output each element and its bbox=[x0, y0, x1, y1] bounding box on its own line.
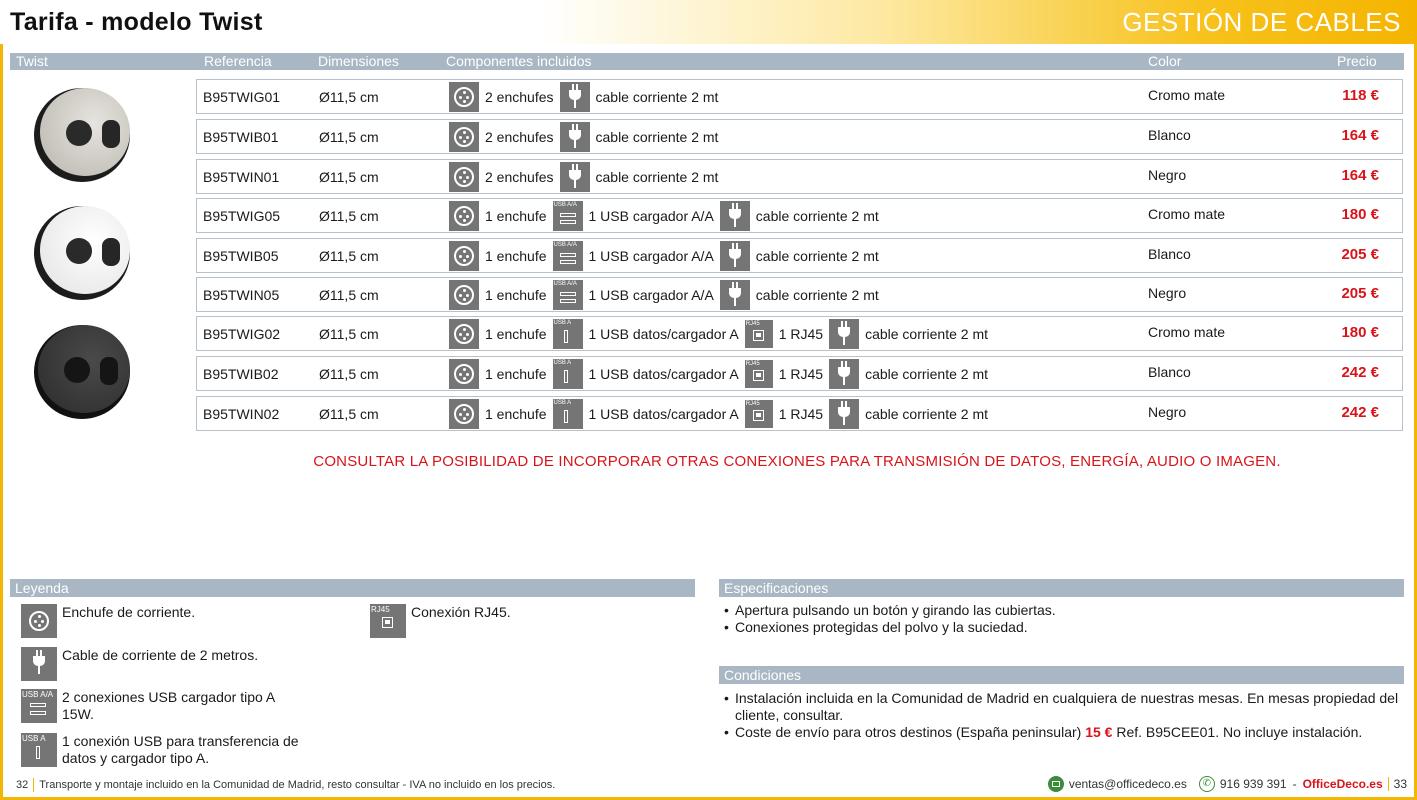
icon-label: USB A bbox=[553, 360, 572, 366]
title-bar bbox=[0, 0, 1417, 44]
col-dimensions: Dimensiones bbox=[318, 53, 399, 69]
component-3: cable corriente 2 mt bbox=[755, 287, 879, 303]
email-icon bbox=[1048, 776, 1064, 792]
specs-header: Especificaciones bbox=[719, 579, 1404, 597]
usb-a-icon bbox=[553, 359, 583, 389]
dimensions: Ø11,5 cm bbox=[319, 406, 379, 422]
color: Cromo mate bbox=[1148, 324, 1226, 340]
component-2: cable corriente 2 mt bbox=[595, 89, 719, 105]
table-row bbox=[196, 238, 1403, 273]
reference: B95TWIB02 bbox=[203, 366, 279, 382]
color: Negro bbox=[1148, 404, 1187, 420]
power-plug-icon bbox=[829, 359, 859, 389]
page-title: Tarifa - modelo Twist bbox=[10, 8, 263, 36]
product-image-chrome bbox=[34, 88, 130, 182]
outlet-icon bbox=[449, 399, 479, 429]
phone-icon: ✆ bbox=[1199, 776, 1215, 792]
component-2: 1 USB datos/cargador A bbox=[588, 406, 739, 422]
dimensions: Ø11,5 cm bbox=[319, 366, 379, 382]
component-4: cable corriente 2 mt bbox=[865, 406, 989, 422]
legend-text: 2 conexiones USB cargador tipo A 15W. bbox=[62, 689, 275, 722]
component-1: 2 enchufes bbox=[485, 89, 554, 105]
outlet-icon bbox=[449, 280, 479, 310]
power-plug-icon bbox=[829, 319, 859, 349]
footer-right bbox=[1048, 776, 1407, 792]
table-row bbox=[196, 119, 1403, 154]
power-plug-icon bbox=[720, 280, 750, 310]
component-2: 1 USB cargador A/A bbox=[588, 248, 714, 264]
legend-text: 1 conexión USB para transferencia de datos y cargador tipo A. bbox=[62, 733, 299, 766]
component-2: 1 USB datos/cargador A bbox=[588, 326, 739, 342]
email-link[interactable]: ventas@officedeco.es bbox=[1068, 777, 1187, 791]
table-row bbox=[196, 356, 1403, 391]
section-title: GESTIÓN DE CABLES bbox=[1122, 7, 1401, 37]
usb-aa-icon bbox=[553, 280, 583, 310]
table-row bbox=[196, 396, 1403, 431]
condition-item bbox=[723, 724, 1403, 741]
color: Blanco bbox=[1148, 364, 1191, 380]
dimensions: Ø11,5 cm bbox=[319, 169, 379, 185]
conditions-list bbox=[723, 690, 1403, 741]
price: 164 € bbox=[1341, 127, 1379, 144]
power-plug-icon bbox=[560, 162, 590, 192]
price: 242 € bbox=[1341, 364, 1379, 381]
col-price: Precio bbox=[1337, 53, 1377, 69]
outlet-icon bbox=[449, 162, 479, 192]
product-image-black bbox=[34, 325, 130, 419]
usb-aa-icon bbox=[553, 241, 583, 271]
legend-item-usb-aa bbox=[21, 689, 321, 723]
color: Cromo mate bbox=[1148, 87, 1226, 103]
conditions-header: Condiciones bbox=[719, 666, 1404, 684]
col-model: Twist bbox=[16, 53, 48, 69]
power-plug-icon bbox=[720, 241, 750, 271]
table-header bbox=[10, 53, 1404, 70]
component-1: 1 enchufe bbox=[485, 208, 547, 224]
color: Negro bbox=[1148, 285, 1187, 301]
component-3: cable corriente 2 mt bbox=[755, 248, 879, 264]
legend-header: Leyenda bbox=[10, 579, 695, 597]
component-1: 2 enchufes bbox=[485, 129, 554, 145]
outlet-icon bbox=[21, 604, 57, 638]
page-number-left: 32 bbox=[16, 778, 29, 791]
reference: B95TWIN05 bbox=[203, 287, 280, 303]
icon-label: RJ45 bbox=[745, 321, 760, 327]
spec-item: • Apertura pulsando un botón y girando las cubiertas. bbox=[723, 602, 1403, 619]
legend-item-rj45 bbox=[370, 604, 511, 638]
outlet-icon bbox=[449, 319, 479, 349]
table-row bbox=[196, 198, 1403, 233]
legend-text: Cable de corriente de 2 metros. bbox=[62, 647, 259, 663]
icon-label: RJ45 bbox=[745, 361, 760, 367]
component-2: cable corriente 2 mt bbox=[595, 169, 719, 185]
outlet-icon bbox=[449, 122, 479, 152]
brand-link[interactable]: OfficeDeco.es bbox=[1302, 777, 1383, 791]
component-3: cable corriente 2 mt bbox=[755, 208, 879, 224]
component-4: cable corriente 2 mt bbox=[865, 326, 989, 342]
page-number-right: 33 bbox=[1393, 777, 1407, 791]
price: 205 € bbox=[1341, 246, 1379, 263]
legend-item-outlet bbox=[21, 604, 195, 638]
legend-item-usb-a bbox=[21, 733, 321, 767]
dimensions: Ø11,5 cm bbox=[319, 208, 379, 224]
component-2: cable corriente 2 mt bbox=[595, 129, 719, 145]
usb-a-icon bbox=[553, 319, 583, 349]
usb-a-icon bbox=[21, 733, 57, 767]
power-plug-icon bbox=[21, 647, 57, 681]
rj45-icon bbox=[745, 400, 773, 428]
component-1: 1 enchufe bbox=[485, 366, 547, 382]
component-2: 1 USB datos/cargador A bbox=[588, 366, 739, 382]
component-1: 2 enchufes bbox=[485, 169, 554, 185]
component-3: 1 RJ45 bbox=[778, 326, 824, 342]
color: Cromo mate bbox=[1148, 206, 1226, 222]
reference: B95TWIG02 bbox=[203, 326, 281, 342]
col-components: Componentes incluidos bbox=[446, 53, 592, 69]
color: Blanco bbox=[1148, 246, 1191, 262]
component-1: 1 enchufe bbox=[485, 287, 547, 303]
color: Negro bbox=[1148, 167, 1187, 183]
dimensions: Ø11,5 cm bbox=[319, 129, 379, 145]
reference: B95TWIG05 bbox=[203, 208, 281, 224]
condition-text: Ref. B95CEE01. No incluye instalación. bbox=[1116, 724, 1363, 740]
usb-aa-icon bbox=[21, 689, 57, 723]
icon-label: USB A/A bbox=[22, 690, 54, 699]
reference: B95TWIN01 bbox=[203, 169, 280, 185]
dimensions: Ø11,5 cm bbox=[319, 287, 379, 303]
icon-label: USB A bbox=[553, 400, 572, 406]
usb-aa-icon bbox=[553, 201, 583, 231]
price: 180 € bbox=[1341, 324, 1379, 341]
icon-label: USB A/A bbox=[553, 281, 577, 287]
rj45-icon bbox=[745, 360, 773, 388]
component-4: cable corriente 2 mt bbox=[865, 366, 989, 382]
table-row bbox=[196, 277, 1403, 312]
consult-note: CONSULTAR LA POSIBILIDAD DE INCORPORAR OTRAS CONEXIONES PARA TRANSMISIÓN DE DATOS, ENERGÍA, AUDIO O IMAGEN. bbox=[313, 453, 1281, 470]
component-1: 1 enchufe bbox=[485, 248, 547, 264]
icon-label: USB A/A bbox=[553, 202, 577, 208]
power-plug-icon bbox=[560, 122, 590, 152]
legend-text: Enchufe de corriente. bbox=[62, 604, 196, 620]
table-row bbox=[196, 79, 1403, 114]
footer-note: Transporte y montaje incluido en la Comunidad de Madrid, resto consultar - IVA no incluido en los precios. bbox=[39, 778, 556, 791]
rj45-icon bbox=[370, 604, 406, 638]
power-plug-icon bbox=[829, 399, 859, 429]
component-1: 1 enchufe bbox=[485, 326, 547, 342]
price: 180 € bbox=[1341, 206, 1379, 223]
icon-label: RJ45 bbox=[371, 605, 390, 614]
col-reference: Referencia bbox=[204, 53, 272, 69]
outlet-icon bbox=[449, 201, 479, 231]
reference: B95TWIB01 bbox=[203, 129, 279, 145]
price: 164 € bbox=[1341, 167, 1379, 184]
table-row bbox=[196, 159, 1403, 194]
table-row bbox=[196, 316, 1403, 351]
icon-label: USB A bbox=[22, 734, 46, 743]
reference: B95TWIN02 bbox=[203, 406, 280, 422]
power-plug-icon bbox=[720, 201, 750, 231]
footer-left bbox=[16, 778, 555, 792]
outlet-icon bbox=[449, 359, 479, 389]
dimensions: Ø11,5 cm bbox=[319, 326, 379, 342]
rj45-icon bbox=[745, 320, 773, 348]
spec-item: • Conexiones protegidas del polvo y la suciedad. bbox=[723, 619, 1403, 636]
shipping-price: 15 € bbox=[1085, 724, 1113, 740]
price: 118 € bbox=[1342, 87, 1379, 104]
dimensions: Ø11,5 cm bbox=[319, 248, 379, 264]
component-1: 1 enchufe bbox=[485, 406, 547, 422]
component-3: 1 RJ45 bbox=[778, 406, 824, 422]
dimensions: Ø11,5 cm bbox=[319, 89, 379, 105]
reference: B95TWIG01 bbox=[203, 89, 281, 105]
usb-a-icon bbox=[553, 399, 583, 429]
color: Blanco bbox=[1148, 127, 1191, 143]
component-2: 1 USB cargador A/A bbox=[588, 287, 714, 303]
condition-text: Coste de envío para otros destinos (España peninsular) bbox=[735, 724, 1082, 740]
outlet-icon bbox=[449, 82, 479, 112]
price: 242 € bbox=[1341, 404, 1379, 421]
product-image-white bbox=[34, 206, 130, 300]
icon-label: USB A/A bbox=[553, 242, 577, 248]
component-3: 1 RJ45 bbox=[778, 366, 824, 382]
phone-number[interactable]: 916 939 391 bbox=[1219, 777, 1287, 791]
legend-item-cable bbox=[21, 647, 258, 681]
price: 205 € bbox=[1341, 285, 1379, 302]
col-color: Color bbox=[1148, 53, 1182, 69]
icon-label: RJ45 bbox=[745, 401, 760, 407]
outlet-icon bbox=[449, 241, 479, 271]
condition-item: • Instalación incluida en la Comunidad de Madrid en cualquiera de nuestras mesas. En mesas propiedad del cliente, consultar. bbox=[723, 690, 1403, 724]
reference: B95TWIB05 bbox=[203, 248, 279, 264]
component-2: 1 USB cargador A/A bbox=[588, 208, 714, 224]
power-plug-icon bbox=[560, 82, 590, 112]
specs-list bbox=[723, 602, 1403, 636]
legend-text: Conexión RJ45. bbox=[411, 604, 511, 620]
footer-dash: - bbox=[1292, 777, 1297, 791]
icon-label: USB A bbox=[553, 320, 572, 326]
